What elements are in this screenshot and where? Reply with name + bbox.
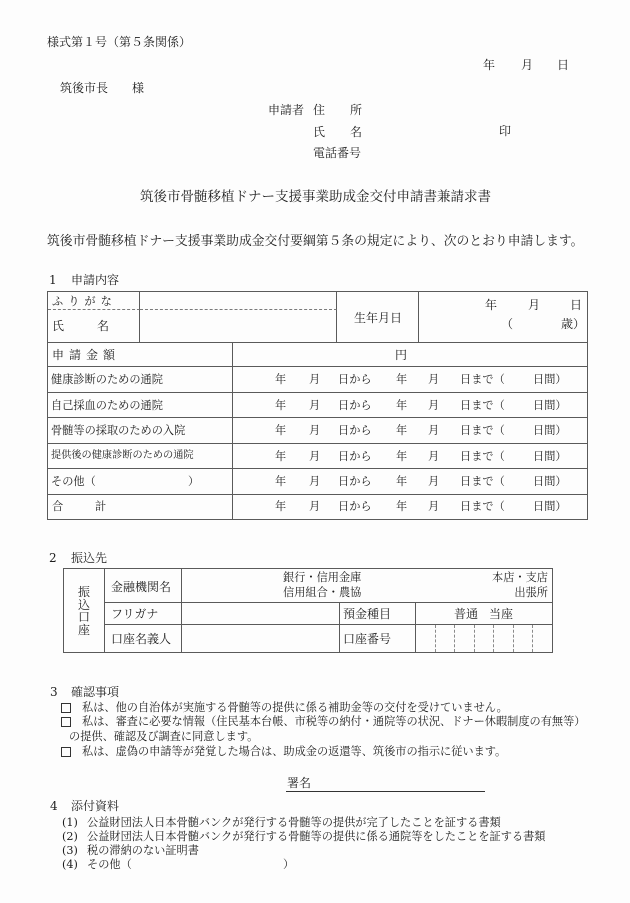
from-month: 月 [309,424,321,437]
confirmation-checkbox[interactable] [61,717,71,727]
account-type-ordinary[interactable]: 普通 [454,607,479,621]
form-number: 様式第１号（第５条関係） [47,35,192,49]
bank-label-cell [105,569,182,603]
birthdate-field[interactable] [419,292,588,343]
account-digit-box[interactable] [494,625,514,652]
from-day: 日から [338,500,372,513]
to-month: 月 [428,475,440,488]
attachment-text: 公益財団法人日本骨髄バンクが発行する骨髄等の提供が完了したことを証する書類 [87,816,501,829]
name-label-2: 名 [350,125,363,139]
furigana-label-cell [48,292,140,310]
from-month: 月 [309,373,321,386]
from-year: 年 [275,424,287,437]
confirmation-checkbox[interactable] [61,703,71,713]
phone-label: 電話番号 [313,146,362,160]
label-char: 口 [77,610,90,624]
period-row-label: 自己採血のための通院 [51,399,163,412]
to-day: 日まで（ [460,424,505,437]
from-month: 月 [309,450,321,463]
signature-field[interactable] [286,791,485,792]
to-day: 日まで（ [460,475,505,488]
label-char: 振 [77,585,90,599]
applicant-label: 申請者 [268,103,305,117]
amount-label: 申請金額 [52,348,121,362]
amount-label-cell [48,343,233,367]
confirmation-text: 私は、虚偽の申請等が発覚した場合は、助成金の返還等、筑後市の指示に従います。 [82,745,507,758]
period-row-label-cell [48,469,233,495]
to-year: 年 [396,424,408,437]
intro-text: 筑後市骨髄移植ドナー支援事業助成金交付要綱第５条の規定により、次のとおり申請します。 [47,234,584,249]
from-month: 月 [309,399,321,412]
branch-type-line2: 出張所 [514,586,548,599]
document-title: 筑後市骨髄移植ドナー支援事業助成金交付申請書兼請求書 [140,189,491,205]
label-char: 座 [77,622,90,637]
account-number-label-cell [340,625,416,652]
period-row-label-cell [48,444,233,469]
age-label: 歳） [561,317,586,331]
yen-unit: 円 [395,348,408,362]
holder-label: 口座名義人 [111,632,172,646]
period-row-label: 骨髄等の採取のための入院 [51,424,186,437]
account-number-label: 口座番号 [343,632,392,646]
confirmation-text: 私は、審査に必要な情報（住民基本台帳、市税等の納付・通院等の状況、ドナー休暇制度の有無等） [82,715,586,728]
period-row-field[interactable] [233,469,588,495]
label-char: 込 [77,597,90,612]
total-period-field[interactable] [233,495,588,519]
from-month: 月 [309,500,321,513]
birthdate-label: 生年月日 [354,311,403,325]
section3-number: 3 [50,685,58,699]
address-label-1: 住 [313,103,326,117]
name-label-part1: 氏 [52,319,65,333]
period-row-field[interactable] [233,444,588,469]
account-digit-box[interactable] [436,625,456,652]
signature-label: 署名 [287,776,312,790]
name-label-part2: 名 [97,319,110,333]
confirmation-text-continued: の提供、確認及び調査に同意します。 [69,730,259,743]
confirmation-text: 私は、他の自治体が実施する骨髄等の提供に係る補助金等の交付を受けていません。 [82,701,508,714]
to-month: 月 [428,373,440,386]
attachment-number: (1) [62,816,78,829]
bank-name-field[interactable] [182,569,552,603]
from-year: 年 [275,373,287,386]
period-row-field[interactable] [233,367,588,393]
birth-year-label: 年 [485,298,498,312]
section3-heading: 確認事項 [71,685,120,699]
days-count: 日間） [533,424,567,437]
from-day: 日から [338,475,372,488]
addressee-honorific: 様 [132,81,145,95]
account-digit-box[interactable] [475,625,495,652]
from-day: 日から [338,373,372,386]
attachment-text: その他（ [87,858,132,871]
to-year: 年 [396,399,408,412]
to-month: 月 [428,424,440,437]
days-count: 日間） [533,500,567,513]
section2-heading: 振込先 [71,551,108,565]
application-details-table [47,291,588,520]
period-row-label-cell [48,418,233,444]
to-day: 日まで（ [460,399,505,412]
amount-field[interactable] [233,343,588,367]
to-day: 日まで（ [460,450,505,463]
from-year: 年 [275,475,287,488]
from-day: 日から [338,399,372,412]
from-year: 年 [275,450,287,463]
period-row-field[interactable] [233,393,588,418]
attachment-number: (4) [62,858,78,871]
account-digit-box[interactable] [514,625,534,652]
date-year-label: 年 [483,58,496,72]
kana-field[interactable] [182,603,340,625]
account-type-label-cell [340,603,416,625]
confirmation-checkbox[interactable] [61,747,71,757]
transfer-account-label [77,586,91,636]
section1-number: 1 [49,273,57,287]
furigana-field[interactable] [140,292,337,310]
period-row-field[interactable] [233,418,588,444]
period-row-label-cell [48,367,233,393]
from-month: 月 [309,475,321,488]
account-digit-box[interactable] [416,625,436,652]
attachment-other-close-paren: ） [283,858,295,871]
account-type-current[interactable]: 当座 [489,607,514,621]
date-day-label: 日 [557,58,570,72]
section4-number: 4 [50,799,58,813]
other-close-paren: ） [188,475,200,488]
period-row-label-cell [48,393,233,418]
attachment-number: (3) [62,844,78,857]
days-count: 日間） [533,450,567,463]
name-label-1: 氏 [313,125,326,139]
attachment-number: (2) [62,830,78,843]
age-open-paren: （ [501,317,514,331]
bank-type-line2: 信用組合・農協 [283,586,362,599]
bank-type-line1: 銀行・信用金庫 [283,571,362,584]
to-month: 月 [428,399,440,412]
account-digit-box[interactable] [533,625,552,652]
days-count: 日間） [533,475,567,488]
total-label-part2: 計 [95,500,107,513]
account-number-field[interactable] [416,625,552,652]
to-year: 年 [396,475,408,488]
to-year: 年 [396,450,408,463]
furigana-label: ふりがな [52,295,117,308]
to-day: 日まで（ [460,373,505,386]
period-row-label: 健康診断のための通院 [51,373,163,386]
attachment-text: 公益財団法人日本骨髄バンクが発行する骨髄等の提供に係る通院等をしたことを証する書類 [87,830,546,843]
bank-label: 金融機関名 [111,580,172,594]
days-count: 日間） [533,373,567,386]
bank-transfer-table [63,568,553,653]
from-day: 日から [338,424,372,437]
to-month: 月 [428,500,440,513]
total-label-cell [48,495,233,519]
date-month-label: 月 [521,58,534,72]
period-row-label: 提供後の健康診断のための通院 [51,450,194,461]
section2-number: 2 [49,551,57,565]
to-day: 日まで（ [460,500,505,513]
seal-mark: 印 [499,124,512,138]
from-year: 年 [275,500,287,513]
to-month: 月 [428,450,440,463]
to-year: 年 [396,500,408,513]
from-year: 年 [275,399,287,412]
addressee-name: 筑後市長 [60,81,109,95]
total-label-part1: 合 [52,500,64,513]
account-digit-box[interactable] [455,625,475,652]
name-field[interactable] [140,310,337,343]
account-type-label: 預金種目 [343,607,392,621]
period-row-label: その他（ [51,475,96,488]
holder-label-cell [105,625,182,652]
birth-month-label: 月 [528,298,541,312]
kana-label: フリガナ [111,607,159,621]
attachment-text: 税の滞納のない証明書 [87,844,199,857]
section4-heading: 添付資料 [71,799,120,813]
birth-day-label: 日 [570,298,583,312]
kana-label-cell [105,603,182,625]
days-count: 日間） [533,399,567,412]
address-label-2: 所 [350,103,363,117]
to-year: 年 [396,373,408,386]
holder-field[interactable] [182,625,340,652]
birthdate-label-cell [337,292,419,343]
from-day: 日から [338,450,372,463]
name-label-cell [48,310,140,343]
section1-heading: 申請内容 [71,273,120,287]
branch-type-line1: 本店・支店 [492,571,548,584]
transfer-account-label-cell [64,569,105,652]
account-type-field[interactable] [416,603,552,625]
